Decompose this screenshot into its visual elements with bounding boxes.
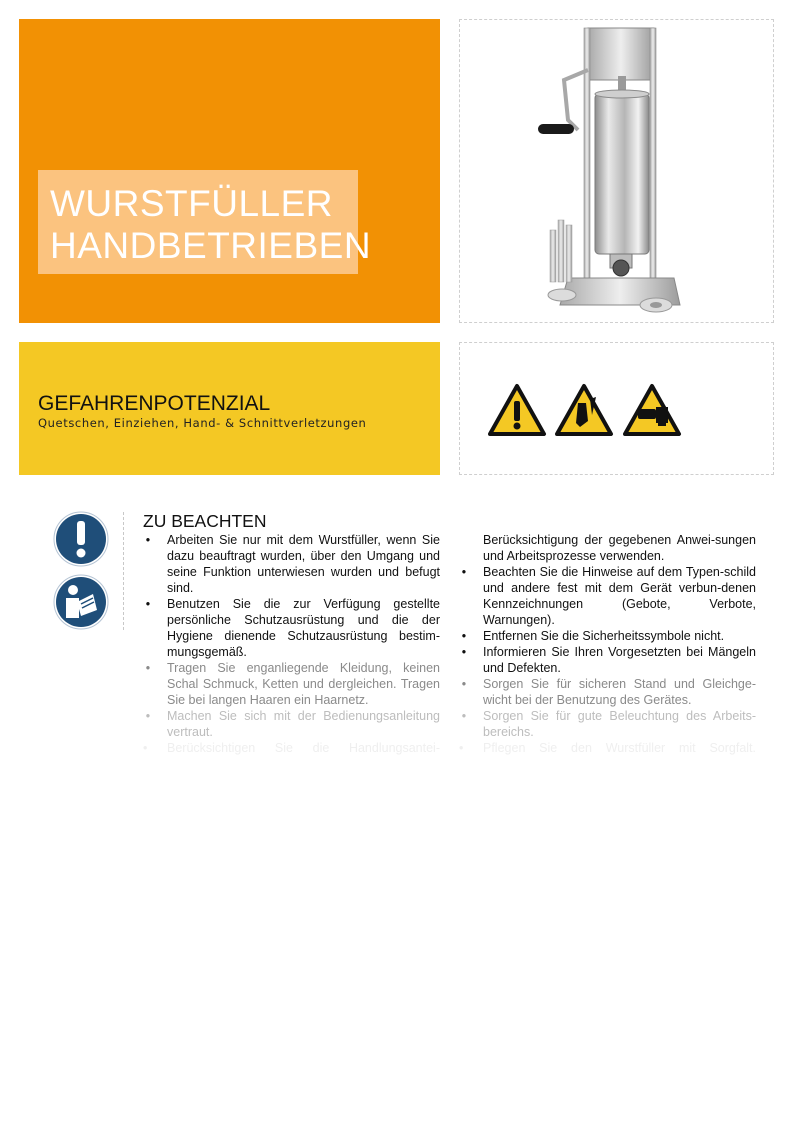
bullet: • (145, 533, 151, 547)
list-item-text: Sorgen Sie für gute Beleuchtung des Arbeits-bereichs. (483, 709, 756, 739)
list-item-text: Benutzen Sie die zur Verfügung gestellte persönliche Schutzausrüstung und die der Hygiene dienende Schutzausrüstung bestim-mungsgemäß. (167, 597, 440, 659)
list-item-text: Informieren Sie Ihren Vorgesetzten bei Mängeln und Defekten. (483, 645, 756, 675)
read-manual-icon (53, 574, 109, 630)
bullet: • (459, 741, 464, 755)
list-item-text: Berücksichtigen Sie die Handlungsantei- (167, 741, 440, 755)
crushing-hand-hazard-icon (622, 383, 682, 437)
hazard-subtitle: Quetschen, Einziehen, Hand- & Schnittverletzungen (38, 416, 367, 430)
list-item-text: Pflegen Sie den Wurstfüller mit Sorgfalt. (483, 741, 756, 755)
list-item-text: Beachten Sie die Hinweise auf dem Typen-schild und andere fest mit dem Gerät verbun-denen Kennzeichnungen (Gebote, Verbote, Warnungen). (483, 565, 756, 627)
hazard-panel (19, 342, 440, 475)
list-item (459, 740, 756, 755)
bullet: • (461, 709, 467, 723)
list-item (145, 596, 440, 660)
cutting-hazard-icon (554, 383, 614, 437)
title-line-2: HANDBETRIEBEN (50, 225, 372, 266)
list-item-text: Arbeiten Sie nur mit dem Wurstfüller, wenn Sie dazu beauftragt wurden, über den Umgang und seine Funktion unterwiesen wurden und befugt sind. (167, 533, 440, 595)
list-item (461, 676, 756, 708)
title-line-1: WURSTFÜLLER (50, 183, 334, 224)
title-box (38, 170, 372, 274)
bullet: • (461, 645, 467, 659)
product-image-panel (459, 19, 774, 323)
bullet: • (143, 741, 148, 755)
notes-right-column (459, 532, 756, 755)
list-item-text: Sorgen Sie für sicheren Stand und Gleichge-wicht bei der Benutzung des Gerätes. (483, 677, 756, 707)
bullet: • (145, 597, 151, 611)
list-item (461, 708, 756, 740)
bullet: • (145, 709, 151, 723)
list-item-text: Berücksichtigung der gegebenen Anwei-sungen und Arbeitsprozesse verwenden. (483, 533, 756, 563)
mandatory-action-icon (53, 511, 109, 567)
list-item (145, 532, 440, 596)
list-item (145, 660, 440, 708)
bullet: • (461, 629, 467, 643)
notes-heading: ZU BEACHTEN (143, 511, 267, 531)
list-item-text: Tragen Sie enganliegende Kleidung, keinen Schal Schmuck, Ketten und dergleichen. Tragen Sie bei langen Haaren ein Haarnetz. (167, 661, 440, 707)
list-item (461, 644, 756, 676)
warning-symbols-panel (459, 342, 774, 475)
notes-left-column (143, 532, 440, 755)
list-item-continuation (483, 532, 756, 564)
list-item (145, 708, 440, 740)
bullet: • (461, 677, 467, 691)
bullet: • (145, 661, 151, 675)
list-item-text: Entfernen Sie die Sicherheitssymbole nicht. (483, 629, 725, 643)
general-warning-icon (487, 383, 547, 437)
bullet: • (461, 565, 467, 579)
title-panel (19, 19, 440, 323)
sausage-stuffer-image (460, 20, 773, 322)
list-item (461, 564, 756, 628)
divider (123, 512, 124, 630)
list-item (461, 628, 756, 644)
list-item (143, 740, 440, 755)
hazard-title: GEFAHRENPOTENZIAL (38, 392, 271, 415)
list-item-text: Machen Sie sich mit der Bedienungsanleitung vertraut. (167, 709, 440, 739)
